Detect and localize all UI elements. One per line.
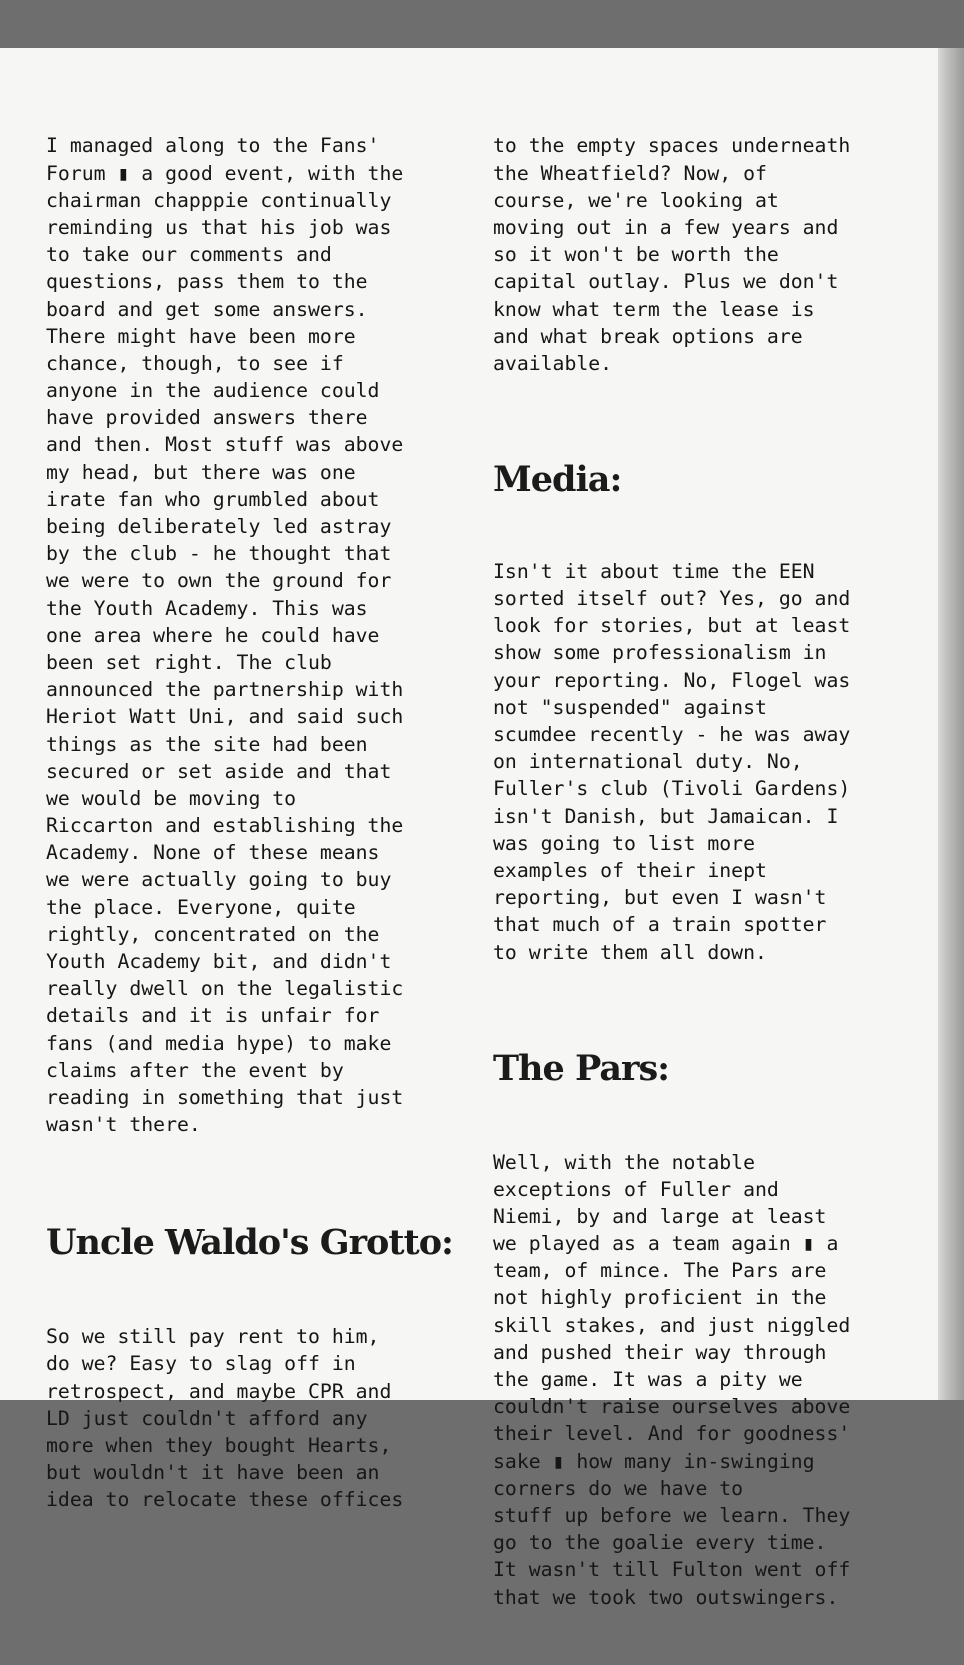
text-line: been set right. The club	[46, 650, 332, 674]
text-line: do we? Easy to slag off in	[46, 1352, 356, 1376]
text-line: secured or set aside and that	[46, 759, 392, 783]
text-line: on international duty. No,	[493, 750, 803, 774]
text-line: was going to list more	[493, 831, 756, 855]
text-line: go to the goalie every time.	[493, 1531, 827, 1555]
text-line: the Youth Academy. This was	[46, 596, 368, 620]
text-line: so it won't be worth the	[493, 243, 779, 267]
text-line: anyone in the audience could	[46, 379, 380, 403]
text-line: board and get some answers.	[46, 297, 368, 321]
text-line: by the club - he thought that	[46, 542, 392, 566]
text-line: exceptions of Fuller and	[493, 1177, 779, 1201]
heading-uncle-waldos-grotto: Uncle Waldo's Grotto:	[46, 1221, 453, 1263]
text-line: idea to relocate these offices	[46, 1488, 404, 1512]
text-line: the Wheatfield? Now, of	[493, 161, 767, 185]
text-line: your reporting. No, Flogel was	[493, 668, 851, 692]
text-line: reading in something that just	[46, 1085, 404, 1109]
text-line: questions, pass them to the	[46, 270, 368, 294]
magazine-page	[0, 48, 938, 1609]
text-line: Heriot Watt Uni, and said such	[46, 705, 404, 729]
text-line: chairman chapppie continually	[46, 188, 392, 212]
text-line: really dwell on the legalistic	[46, 977, 404, 1001]
text-line: the place. Everyone, quite	[46, 895, 356, 919]
text-line: we were actually going to buy	[46, 868, 392, 892]
text-line: Fuller's club (Tivoli Gardens)	[493, 777, 851, 801]
text-line: the game. It was a pity we	[493, 1368, 803, 1392]
text-line: isn't Danish, but Jamaican. I	[493, 804, 839, 828]
fans-forum-section	[46, 132, 466, 1138]
text-line: sorted itself out? Yes, go and	[493, 587, 851, 611]
text-line: details and it is unfair for	[46, 1004, 380, 1028]
text-line: look for stories, but at least	[493, 614, 851, 638]
text-line: being deliberately led astray	[46, 515, 392, 539]
text-line: reminding us that his job was	[46, 215, 392, 239]
text-line: more when they bought Hearts,	[46, 1433, 392, 1457]
text-line: chance, though, to see if	[46, 351, 344, 375]
text-line: show some professionalism in	[493, 641, 827, 665]
text-line: Well, with the notable	[493, 1150, 756, 1174]
text-line: we would be moving to	[46, 786, 297, 810]
text-line: and then. Most stuff was above	[46, 433, 404, 457]
text-line: team, of mince. The Pars are	[493, 1259, 827, 1283]
text-line: to the empty spaces underneath	[493, 134, 851, 158]
text-line: sake ▮ how many in-swinging	[493, 1449, 815, 1473]
text-line: Isn't it about time the EEN	[493, 559, 815, 583]
text-line: It wasn't till Fulton went off	[493, 1558, 851, 1582]
text-line: Forum ▮ a good event, with the	[46, 161, 404, 185]
text-line: moving out in a few years and	[493, 215, 839, 239]
text-line: available.	[493, 351, 613, 375]
text-line: wasn't there.	[46, 1113, 201, 1137]
page-edge	[938, 48, 964, 1400]
text-line: capital outlay. Plus we don't	[493, 270, 839, 294]
text-line: corners do we have to	[493, 1476, 744, 1500]
text-line: skill stakes, and just niggled	[493, 1313, 851, 1337]
text-line: reporting, but even I wasn't	[493, 886, 827, 910]
text-line: their level. And for goodness'	[493, 1422, 851, 1446]
media-section	[493, 558, 913, 966]
text-line: There might have been more	[46, 324, 356, 348]
text-line: I managed along to the Fans'	[46, 134, 380, 158]
text-line: irate fan who grumbled about	[46, 487, 380, 511]
right-column	[493, 78, 913, 1665]
text-line: to write them all down.	[493, 940, 767, 964]
text-line: LD just couldn't afford any	[46, 1406, 368, 1430]
heading-media: Media:	[493, 458, 622, 500]
text-line: things as the site had been	[46, 732, 368, 756]
text-line: one area where he could have	[46, 623, 380, 647]
text-line: scumdee recently - he was away	[493, 723, 851, 747]
text-line: we were to own the ground for	[46, 569, 392, 593]
text-line: and what break options are	[493, 324, 803, 348]
text-line: Riccarton and establishing the	[46, 814, 404, 838]
grotto-continuation	[493, 132, 913, 377]
heading-the-pars: The Pars:	[493, 1048, 670, 1090]
text-line: not "suspended" against	[493, 695, 767, 719]
text-line: examples of their inept	[493, 858, 767, 882]
text-line: Youth Academy bit, and didn't	[46, 950, 392, 974]
text-line: So we still pay rent to him,	[46, 1325, 380, 1349]
text-line: that much of a train spotter	[493, 913, 827, 937]
left-column	[46, 78, 466, 1568]
text-line: that we took two outswingers.	[493, 1585, 839, 1609]
text-line: have provided answers there	[46, 406, 368, 430]
text-line: to take our comments and	[46, 243, 332, 267]
text-line: announced the partnership with	[46, 678, 404, 702]
text-line: rightly, concentrated on the	[46, 922, 380, 946]
text-line: know what term the lease is	[493, 297, 815, 321]
text-line: fans (and media hype) to make	[46, 1031, 392, 1055]
grotto-section	[46, 1323, 466, 1513]
text-line: we played as a team again ▮ a	[493, 1232, 839, 1256]
text-line: stuff up before we learn. They	[493, 1503, 851, 1527]
text-line: and pushed their way through	[493, 1340, 827, 1364]
text-line: not highly proficient in the	[493, 1286, 827, 1310]
text-line: but wouldn't it have been an	[46, 1461, 380, 1485]
text-line: claims after the event by	[46, 1058, 344, 1082]
text-line: couldn't raise ourselves above	[493, 1395, 851, 1419]
text-line: course, we're looking at	[493, 188, 779, 212]
text-line: Academy. None of these means	[46, 841, 380, 865]
pars-section	[493, 1149, 913, 1611]
text-line: retrospect, and maybe CPR and	[46, 1379, 392, 1403]
text-line: Niemi, by and large at least	[493, 1204, 827, 1228]
text-line: my head, but there was one	[46, 460, 356, 484]
